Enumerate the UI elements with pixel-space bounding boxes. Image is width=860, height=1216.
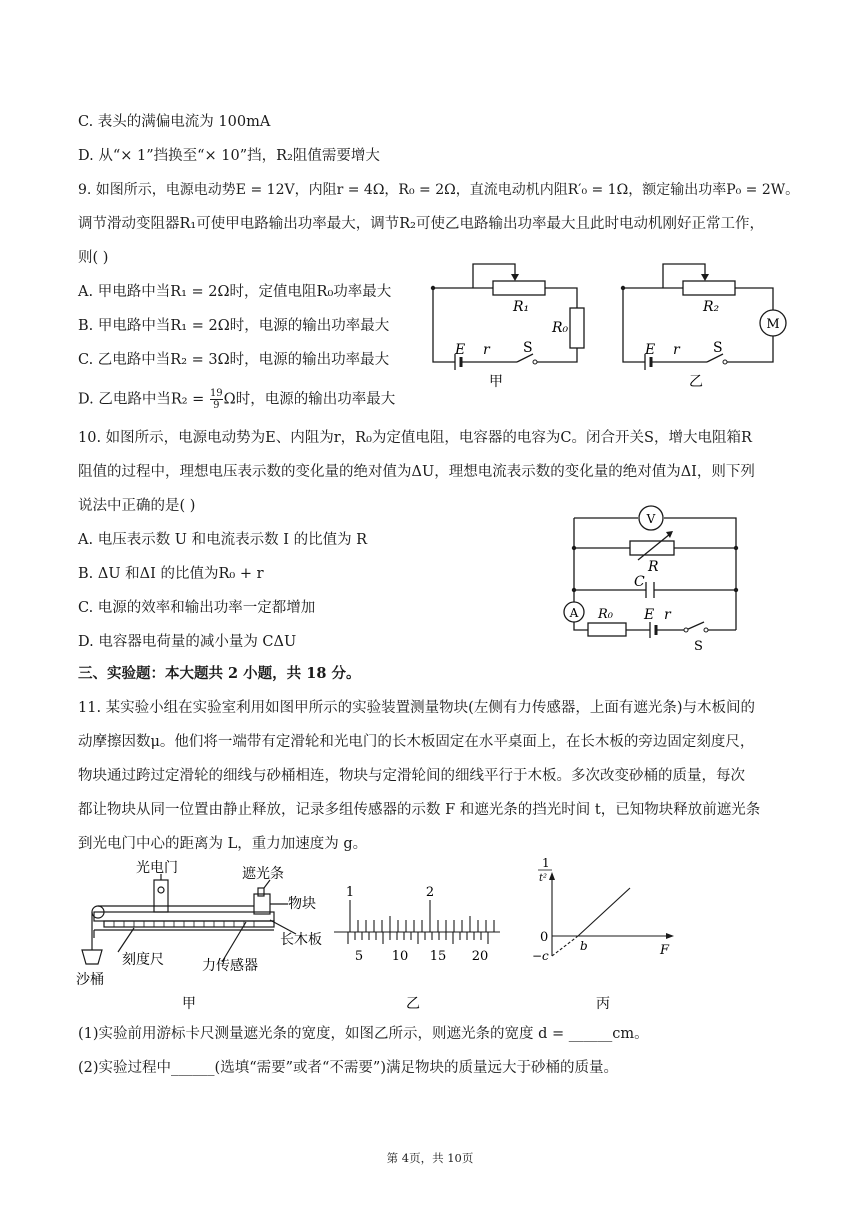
option-d-q8: D. 从“× 1”挡换至“× 10”挡，R₂阻值需要增大 — [78, 148, 380, 164]
circuit-yi-figure — [615, 258, 795, 392]
label-board: 长木板 — [280, 932, 322, 948]
label-r-big: R — [648, 559, 659, 575]
q11-line2: 动摩擦因数μ。他们将一端带有定滑轮和光电门的长木板固定在水平桌面上，在长木板的旁边固定刻度尺， — [78, 734, 755, 750]
label-s: S — [713, 340, 723, 356]
q9-line3: 则( ) — [78, 250, 109, 266]
x-axis-label: F — [660, 943, 670, 958]
q10-option-b: B. ΔU 和ΔI 的比值为R₀ + r — [78, 566, 264, 582]
q10-option-a: A. 电压表示数 U 和电流表示数 I 的比值为 R — [78, 532, 368, 548]
label-sensor: 力传感器 — [202, 958, 258, 974]
label-c: C — [634, 574, 645, 590]
circuit-q10-figure — [558, 502, 748, 654]
fraction — [210, 388, 223, 411]
apparatus-figure-jia — [74, 860, 344, 1015]
vernier-scale-mark: 15 — [429, 949, 447, 964]
label-a: A — [569, 606, 579, 620]
q11-part1: (1)实验前用游标卡尺测量遮光条的宽度，如图乙所示，则遮光条的宽度 d = ______cm。 — [78, 1026, 649, 1042]
fraction-denominator: 9 — [213, 400, 220, 411]
label-photogate: 光电门 — [136, 860, 178, 876]
shade-strip — [258, 888, 264, 896]
label-r: r — [483, 342, 490, 358]
label-e: E — [645, 342, 656, 358]
q11-line5: 到光电门中心的距离为 L，重力加速度为 g。 — [78, 836, 368, 852]
fraction-numerator: 19 — [209, 388, 223, 399]
q9-line2: 调节滑动变阻器R₁可使甲电路输出功率最大，调节R₂可使乙电路输出功率最大且此时电动机刚好正常工作， — [78, 216, 764, 232]
label-block: 物块 — [288, 896, 316, 912]
graph-line — [578, 888, 630, 936]
graph-dashed-extension — [552, 936, 578, 956]
q11-line1: 11. 某实验小组在实验室利用如图甲所示的实验装置测量物块(左侧有力传感器，上面有遮光条)与木板间的 — [78, 700, 755, 716]
label-s: S — [694, 639, 703, 654]
page-footer: 第 4页，共 10页 — [386, 1151, 474, 1165]
label-r0: R₀ — [552, 320, 569, 336]
b-label: b — [580, 939, 588, 953]
vernier-scale-mark: 20 — [471, 949, 489, 964]
label-e: E — [455, 342, 466, 358]
caption-bing: 丙 — [596, 996, 610, 1012]
label-r2: R₂ — [703, 299, 720, 315]
q10-option-c: C. 电源的效率和输出功率一定都增加 — [78, 600, 316, 616]
label-s: S — [523, 340, 533, 356]
caption-yi-vernier: 乙 — [406, 996, 420, 1012]
q10-line2: 阻值的过程中，理想电压表示数的变化量的绝对值为ΔU，理想电流表示数的变化量的绝对值为ΔI，则下列 — [78, 464, 755, 480]
long-board — [94, 912, 274, 921]
q10-line3: 说法中正确的是( ) — [78, 498, 196, 514]
option-c-q8: C. 表头的满偏电流为 100mA — [78, 114, 271, 130]
resistor-r1 — [493, 281, 545, 295]
caption-jia-apparatus: 甲 — [182, 996, 196, 1012]
q11-line3: 物块通过跨过定滑轮的细线与砂桶相连，物块与定滑轮间的细线平行于木板。多次改变砂桶的质量，每次 — [78, 768, 745, 784]
block — [254, 894, 270, 914]
label-r1: R₁ — [513, 299, 530, 315]
graph-figure-bing — [520, 856, 690, 1015]
sand-bucket — [82, 950, 102, 964]
q11-part2: (2)实验过程中______(选填“需要”或者“不需要”)满足物块的质量远大于砂桶的质量。 — [78, 1060, 619, 1076]
q10-option-d: D. 电容器电荷量的减小量为 CΔU — [78, 634, 297, 650]
q9-option-c: C. 乙电路中当R₂ = 3Ω时，电源的输出功率最大 — [78, 352, 390, 368]
vernier-scale-mark: 10 — [391, 949, 409, 964]
photogate — [154, 880, 168, 912]
label-r0: R₀ — [598, 607, 613, 622]
origin-label: 0 — [540, 930, 549, 945]
resistor-r0 — [570, 308, 584, 348]
label-ruler: 刻度尺 — [122, 952, 164, 968]
q9-option-d-suffix: Ω时，电源的输出功率最大 — [223, 391, 396, 408]
label-r: r — [673, 342, 680, 358]
section-heading: 三、实验题：本大题共 2 小题，共 18 分。 — [78, 665, 361, 682]
q9-option-d-prefix: D. 乙电路中当R₂ = — [78, 391, 209, 408]
vernier-figure-yi — [330, 878, 510, 1015]
neg-c-label: −c — [532, 949, 549, 963]
label-bucket: 沙桶 — [76, 972, 104, 988]
q9-option-d — [78, 388, 395, 411]
label-v: V — [646, 512, 656, 526]
label-e: E — [644, 607, 655, 623]
caption-yi: 乙 — [689, 374, 703, 390]
resistor-r0 — [588, 623, 626, 636]
y-label-numerator: 1 — [542, 856, 550, 870]
q11-line4: 都让物块从同一位置由静止释放，记录多组传感器的示数 F 和遮光条的挡光时间 t，已知物块释放前遮光条 — [78, 802, 761, 818]
q10-line1: 10. 如图所示，电源电动势为E、内阻为r，R₀为定值电阻，电容器的电容为C。闭合开关S，增大电阻箱R — [78, 430, 752, 446]
label-r-small: r — [664, 607, 671, 623]
label-shade: 遮光条 — [242, 866, 284, 882]
label-m: M — [766, 317, 780, 332]
resistor-r2 — [683, 281, 735, 295]
y-label-denominator: t² — [539, 873, 548, 884]
q9-option-a: A. 甲电路中当R₁ = 2Ω时，定值电阻R₀功率最大 — [78, 284, 392, 300]
caption-jia: 甲 — [489, 374, 503, 390]
main-scale-mark: 2 — [425, 885, 435, 900]
main-scale-mark: 1 — [345, 885, 355, 900]
vernier-scale-mark: 5 — [354, 949, 364, 964]
q9-line1: 9. 如图所示，电源电动势E = 12V，内阻r = 4Ω，R₀ = 2Ω，直流电动机内阻R′₀ = 1Ω，额定输出功率P₀ = 2W。 — [78, 182, 800, 198]
q9-option-b: B. 甲电路中当R₁ = 2Ω时，电源的输出功率最大 — [78, 318, 390, 334]
circuit-jia-figure — [425, 258, 595, 392]
